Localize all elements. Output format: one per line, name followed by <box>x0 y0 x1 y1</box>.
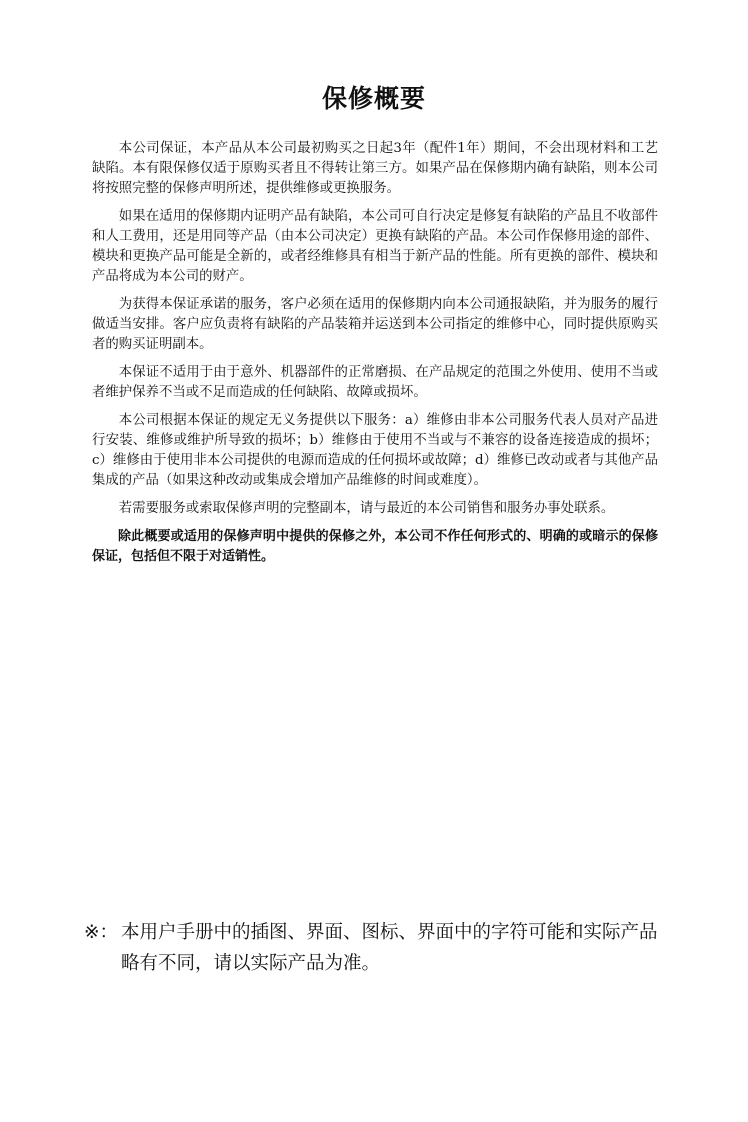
paragraph-service-procedure: 为获得本保证承诺的服务，客户必须在适用的保修期内向本公司通报缺陷，并为服务的履行做适当安排。客户应负责将有缺陷的产品装箱并运送到本公司指定的维修中心，同时提供原购买者的购买证明副本。 <box>92 297 658 352</box>
paragraph-warranty-period: 本公司保证，本产品从本公司最初购买之日起3年（配件1年）期间，不会出现材料和工艺缺陷。本有限保修仅适于原购买者且不得转让第三方。如果产品在保修期内确有缺陷，则本公司将按照完整的保修声明所述，提供维修或更换服务。 <box>92 141 658 196</box>
warranty-body <box>92 139 658 575</box>
paragraph-no-obligation: 本公司根据本保证的规定无义务提供以下服务：a）维修由非本公司服务代表人员对产品进行安装、维修或维护所导致的损坏；b）维修由于使用不当或与不兼容的设备连接造成的损坏；c）维修由于使用非本公司提供的电源而造成的任何损坏或故障；d）维修已改动或者与其他产品集成的产品（如果这种改动或集成会增加产品维修的时间或难度）。 <box>92 413 658 488</box>
paragraph-exclusions: 本保证不适用于由于意外、机器部件的正常磨损、在产品规定的范围之外使用、使用不当或者维护保养不当或不足而造成的任何缺陷、故障或损坏。 <box>92 365 658 400</box>
paragraph-contact: 若需要服务或索取保修声明的完整副本，请与最近的本公司销售和服务办事处联系。 <box>118 501 615 516</box>
page-title: 保修概要 <box>321 84 426 113</box>
disclaimer-paragraph: 除此概要或适用的保修声明中提供的保修之外，本公司不作任何形式的、明确的或暗示的保修保证，包括但不限于对适销性。 <box>92 529 658 564</box>
note-mark: ※： <box>84 922 119 943</box>
note-text: 本用户手册中的插图、界面、图标、界面中的字符可能和实际产品略有不同，请以实际产品为准。 <box>121 922 658 974</box>
paragraph-repair-replace: 如果在适用的保修期内证明产品有缺陷，本公司可自行决定是修复有缺陷的产品且不收部件和人工费用，还是用同等产品（由本公司决定）更换有缺陷的产品。本公司作保修用途的部件、模块和更换产品可能是全新的，或者经维修具有相当于新产品的性能。所有更换的部件、模块和产品将成为本公司的财产。 <box>92 209 658 284</box>
manual-note <box>84 917 674 979</box>
